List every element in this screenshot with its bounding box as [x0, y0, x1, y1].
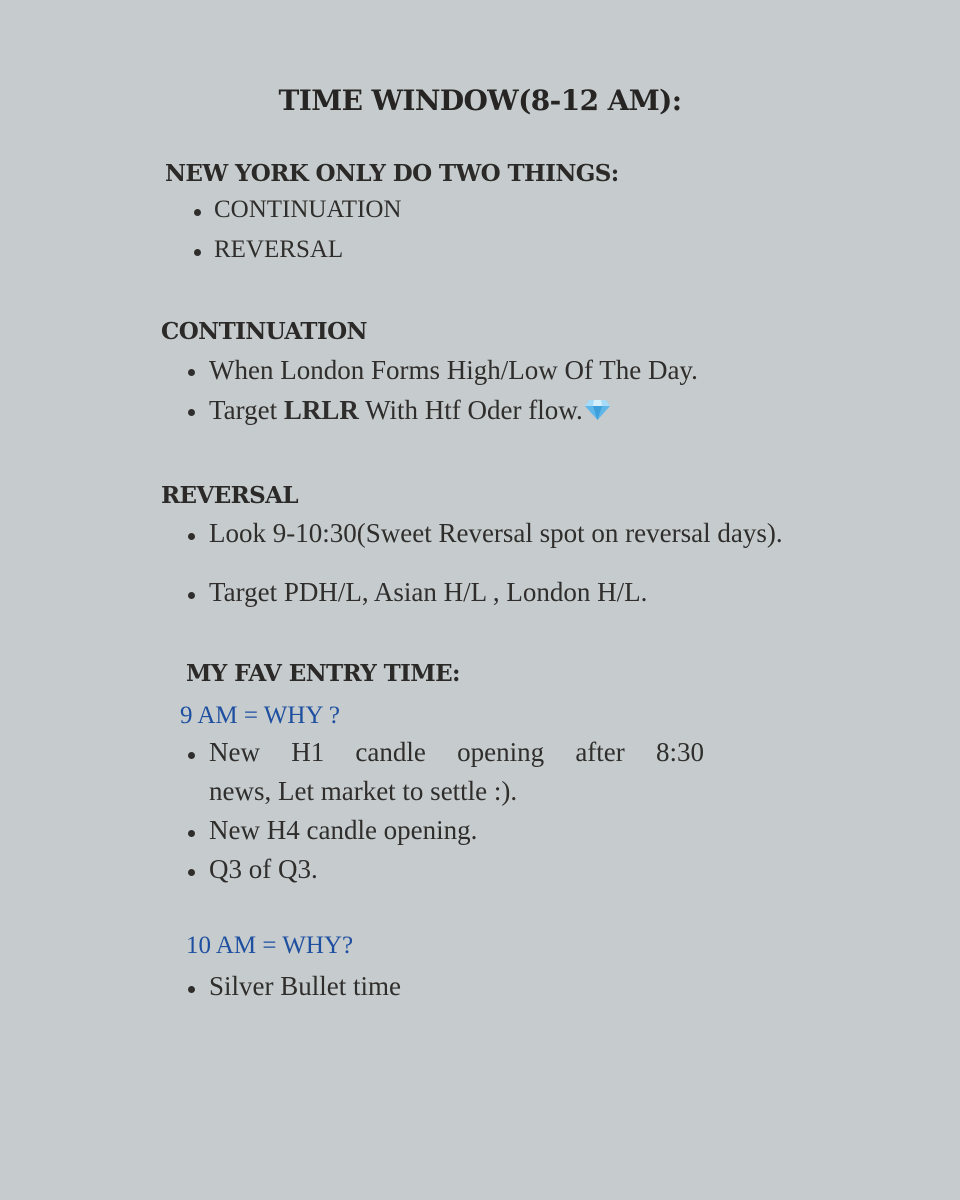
bullet: [188, 533, 195, 540]
bullet: [188, 869, 195, 876]
ten-am-item-1: Silver Bullet time: [209, 971, 401, 1001]
nine-am-item-1-line-1: [209, 737, 704, 768]
bullet: [188, 592, 195, 599]
lrlr-bold: LRLR: [283, 395, 359, 425]
reversal-item-1: Look 9-10:30(Sweet Reversal spot on reversal days).: [209, 518, 783, 548]
bullet: [188, 369, 195, 376]
bullet: [188, 830, 195, 837]
word: H1: [291, 737, 325, 767]
bullet: [188, 409, 195, 416]
intro-heading: NEW YORK ONLY DO TWO THINGS:: [165, 160, 619, 187]
continuation-heading: CONTINUATION: [161, 318, 367, 345]
bullet: [194, 209, 201, 216]
word: candle: [355, 737, 426, 767]
ten-am-label: 10 AM = WHY?: [186, 932, 354, 959]
bullet: [194, 249, 201, 256]
continuation-item-2-prefix: Target: [209, 395, 284, 425]
nine-am-item-2: New H4 candle opening.: [209, 815, 478, 845]
continuation-item-2-suffix: With Htf Oder flow.: [358, 395, 583, 425]
bullet: [188, 752, 195, 759]
nine-am-item-3: Q3 of Q3.: [209, 854, 318, 884]
nine-am-label: 9 AM = WHY ?: [180, 702, 340, 729]
gem-icon: [584, 397, 611, 428]
bullet: [188, 986, 195, 993]
fav-heading: MY FAV ENTRY TIME:: [186, 660, 460, 687]
word: 8:30: [655, 737, 704, 767]
reversal-heading: REVERSAL: [161, 482, 298, 509]
nine-am-item-1-line-2: news, Let market to settle :).: [209, 776, 518, 806]
word: after: [575, 737, 625, 767]
intro-item-continuation: CONTINUATION: [214, 196, 402, 223]
continuation-item-2: [209, 395, 611, 428]
page-title: TIME WINDOW(8-12 AM):: [278, 84, 682, 117]
reversal-item-2: Target PDH/L, Asian H/L , London H/L.: [209, 577, 648, 607]
intro-item-reversal: REVERSAL: [214, 236, 344, 263]
continuation-item-1: When London Forms High/Low Of The Day.: [209, 355, 698, 385]
word: New: [209, 737, 260, 767]
word: opening: [457, 737, 545, 767]
